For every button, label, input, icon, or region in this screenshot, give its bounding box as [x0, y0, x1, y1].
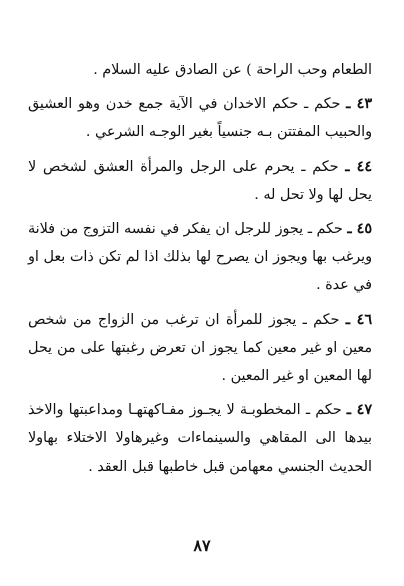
paragraph-text: حكم ـ حكم الاخدان في الآية جمع خدن وهو العشيق والحبيب المفتتن بـه جنسياً بغير الوجـه الشرعي .: [28, 96, 372, 141]
paragraph-47: [28, 396, 372, 481]
paragraph-number: ٤٤ ـ: [345, 158, 372, 175]
paragraph-44: [28, 153, 372, 209]
paragraph-number: ٤٣ ـ: [346, 96, 372, 113]
paragraph-text: حكم ـ يجوز للمرأة ان ترغب من الزواج من شخص معين او غير معين كما يجوز ان تعرض رغبتها على من يحل لها المعين او غير المعين .: [28, 311, 372, 385]
page-body-text: [28, 56, 372, 483]
paragraph-45: [28, 215, 372, 300]
paragraph-text: حكم ـ يجوز للرجل ان يفكر في نفسه التزوج من فلانة ويرغب بها ويجوز ان يصرح لها بذلك اذا لم تكن ذات بعل او في عدة .: [28, 221, 372, 294]
paragraph-text: الطعام وحب الراحة ) عن الصادق عليه السلام .: [93, 62, 372, 78]
paragraph-43: [28, 90, 372, 146]
paragraph-continuation: [28, 56, 372, 84]
paragraph-number: ٤٧ ـ: [346, 402, 373, 419]
paragraph-text: حكم ـ يحرم على الرجل والمرأة العشق لشخص لا يحل لها ولا تحل له .: [28, 158, 372, 203]
paragraph-46: [28, 306, 372, 391]
page-number: ٨٧: [193, 536, 211, 555]
paragraph-number: ٤٦ ـ: [345, 311, 372, 328]
paragraph-text: حكم ـ المخطوبـة لا يجـوز مفـاكهتهـا ومداعبتها والاخذ بيدها الى المقاهي والسينماءات وغيرهاولا الاختلاء بهاولا الحديث الجنسي معهامن قبل خاطبها قبل العقد .: [28, 402, 372, 475]
paragraph-number: ٤٥ ـ: [347, 221, 373, 238]
